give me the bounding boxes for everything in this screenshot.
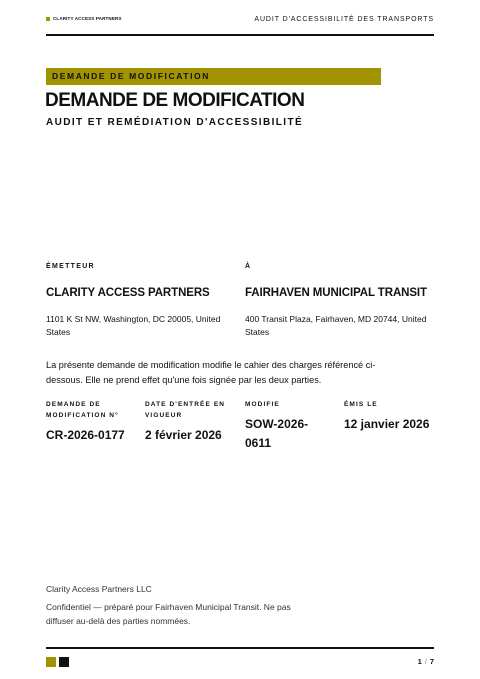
from-address: 1101 K St NW, Washington, DC 20005, United States: [46, 314, 221, 337]
logo-mark-icon: [46, 17, 50, 21]
page-subtitle: AUDIT ET REMÉDIATION D'ACCESSIBILITÉ: [46, 117, 304, 128]
from-label: ÉMETTEUR: [46, 263, 95, 270]
footer-company: Clarity Access Partners LLC: [46, 584, 152, 594]
from-name: CLARITY ACCESS PARTNERS: [46, 287, 210, 299]
meta-label-issued: ÉMIS LE: [344, 401, 378, 408]
meta-label-effective-date: DATE D'ENTRÉE EN VIGUEUR: [145, 401, 226, 419]
meta-label-change-number: DEMANDE DE MODIFICATION N°: [46, 401, 119, 419]
page-total: 7: [429, 657, 434, 666]
header-divider: [46, 34, 434, 36]
to-address: 400 Transit Plaza, Fairhaven, MD 20744, United States: [245, 314, 427, 337]
meta-value-effective-date: 2 février 2026: [145, 428, 222, 442]
company-logo: [46, 16, 122, 21]
meta-value-issued: 12 janvier 2026: [344, 417, 430, 431]
intro-paragraph: La présente demande de modification modifie le cahier des charges référencé ci-dessous. Elle ne prend effet qu'une fois signée par les deux parties.: [46, 360, 376, 385]
page-title: DEMANDE DE MODIFICATION: [45, 90, 305, 111]
document-category: AUDIT D'ACCESSIBILITÉ DES TRANSPORTS: [254, 16, 434, 23]
to-name: FAIRHAVEN MUNICIPAL TRANSIT: [245, 287, 427, 299]
footer-confidential: Confidentiel — préparé pour Fairhaven Municipal Transit. Ne pas diffuser au-delà des parties nommées.: [46, 602, 291, 626]
meta-value-modifies: SOW-2026-0611: [245, 417, 309, 450]
meta-value-change-number: CR-2026-0177: [46, 428, 125, 442]
ink-square-icon: [59, 657, 69, 667]
meta-label-modifies: MODIFIE: [245, 401, 280, 408]
logo-text: CLARITY ACCESS PARTNERS: [53, 16, 122, 21]
page-current: 1: [417, 657, 422, 666]
kicker-label: DEMANDE DE MODIFICATION: [52, 71, 210, 81]
page-separator: /: [424, 657, 427, 666]
accent-square-icon: [46, 657, 56, 667]
to-label: À: [245, 263, 252, 270]
footer-divider: [46, 647, 434, 649]
kicker-band: [46, 68, 381, 85]
page-indicator: [418, 657, 434, 666]
